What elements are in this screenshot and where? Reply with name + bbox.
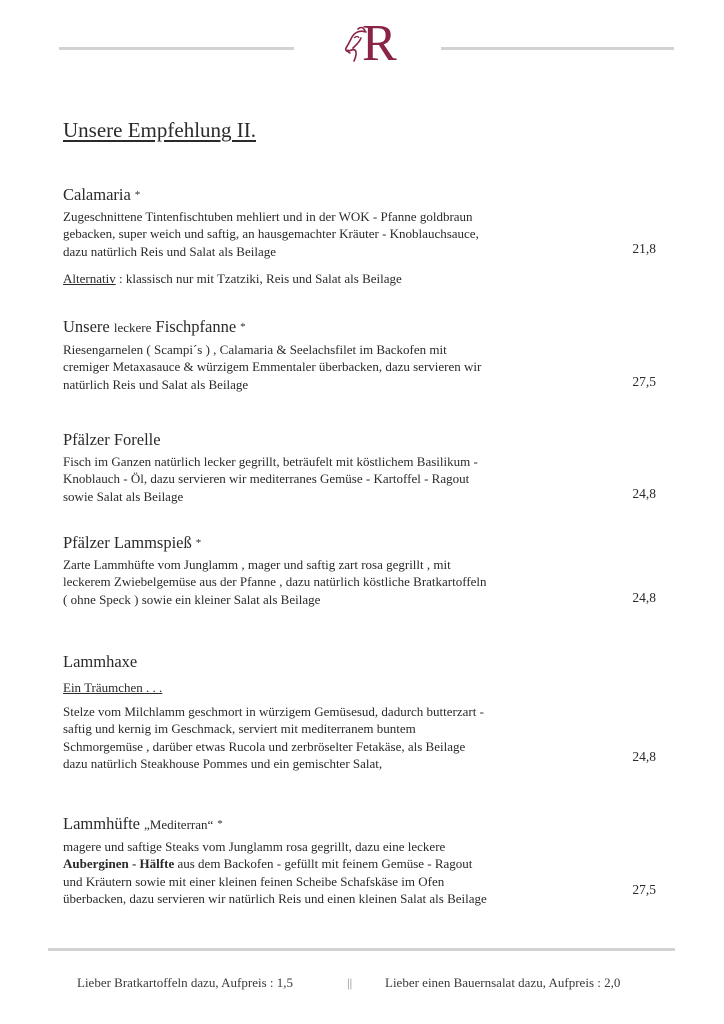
dish-subtitle: „Mediterran“ — [143, 817, 214, 832]
dish-alternative: Alternativ : klassisch nur mit Tzatziki, Reis und Salat als Beilage — [63, 270, 402, 286]
restaurant-logo — [344, 15, 410, 78]
dish-price: 27,5 — [632, 882, 656, 897]
dish-description: Stelze vom Milchlamm geschmort in würzigem Gemüsesud, dadurch butterzart - saftig und kernig im Geschmack, serviert mit mediterranem buntem Schmorgemüse , darüber etwas Rucola und zerbröselter Fetakäse, als Beilage dazu natürlich Steakhouse Pommes und ein gemischter Salat, — [63, 704, 484, 771]
dish-subnote: Ein Träumchen . . . — [63, 680, 163, 695]
alternative-label: Alternativ — [63, 270, 116, 286]
dish-forelle — [63, 430, 663, 505]
footer-divider — [48, 948, 675, 951]
dish-title: Lammhüfte „Mediterran“ * — [63, 814, 223, 833]
dish-lammspiess — [63, 533, 663, 608]
dish-price: 24,8 — [632, 486, 656, 501]
star-marker: * — [195, 537, 202, 549]
dish-description: Zarte Lammhüfte vom Junglamm , mager und saftig zart rosa gegrillt , mit leckerem Zwiebelgemüse aus der Pfanne , dazu natürlich köstliche Bratkartoffeln ( ohne Speck ) sowie ein kleiner Salat als Beilage — [63, 557, 487, 607]
star-marker: * — [240, 321, 246, 333]
footer-extra-bauernsalat: Lieber einen Bauernsalat dazu, Aufpreis : 2,0 — [385, 975, 621, 990]
footer-separator: || — [347, 975, 353, 990]
dish-lammhuefte — [63, 814, 663, 907]
dish-title: Lammhaxe — [63, 652, 138, 671]
dish-description: Fisch im Ganzen natürlich lecker gegrillt, beträufelt mit köstlichem Basilikum - Knoblauch - Öl, dazu servieren wir mediterranes Gemüse - Kartoffel - Ragout sowie Salat als Beilage — [63, 454, 478, 504]
dish-description: Zugeschnittene Tintenfischtuben mehliert und in der WOK - Pfanne goldbraun gebacken, super weich und saftig, an hausgemachter Kräuter - Knoblauchsauce, dazu natürlich Reis und Salat als Beilage — [63, 209, 479, 259]
dish-calamaria — [63, 185, 663, 287]
star-marker: * — [217, 818, 223, 830]
header-divider-right — [441, 47, 674, 50]
dish-title: Calamaria * — [63, 185, 141, 204]
dish-price: 24,8 — [632, 749, 656, 764]
logo-letter: R — [362, 15, 397, 72]
dish-description: magere und saftige Steaks vom Junglamm rosa gegrillt, dazu eine leckere Auberginen - Hälfte aus dem Backofen - gefüllt mit feinem Gemüse - Ragout und Kräutern sowie mit einer kleinen feinen Scheibe Schafskäse im Ofen überbacken, dazu servieren wir natürlich Reis und einen kleinen Salat als Beilage — [63, 839, 487, 906]
header-divider-left — [59, 47, 294, 50]
dish-title: Pfälzer Lammspieß * — [63, 533, 202, 552]
dish-price: 21,8 — [632, 241, 656, 256]
dish-fischpfanne — [63, 317, 663, 393]
dish-description: Riesengarnelen ( Scampi´s ) , Calamaria & Seelachsfilet im Backofen mit cremiger Metaxasauce & würzigem Emmentaler überbacken, dazu servieren wir natürlich Reis und Salat als Beilage — [63, 342, 482, 392]
dish-lammhaxe — [63, 652, 663, 772]
page-title: Unsere Empfehlung II. — [63, 118, 257, 142]
highlight-text: Auberginen - Hälfte — [63, 856, 175, 872]
star-marker: * — [134, 189, 141, 201]
dish-price: 24,8 — [632, 590, 656, 605]
dish-price: 27,5 — [632, 374, 656, 389]
footer-extra-bratkartoffeln: Lieber Bratkartoffeln dazu, Aufpreis : 1,5 — [77, 975, 293, 990]
dish-title: Pfälzer Forelle — [63, 430, 161, 449]
dish-title: Unsere leckere Fischpfanne * — [63, 317, 246, 336]
